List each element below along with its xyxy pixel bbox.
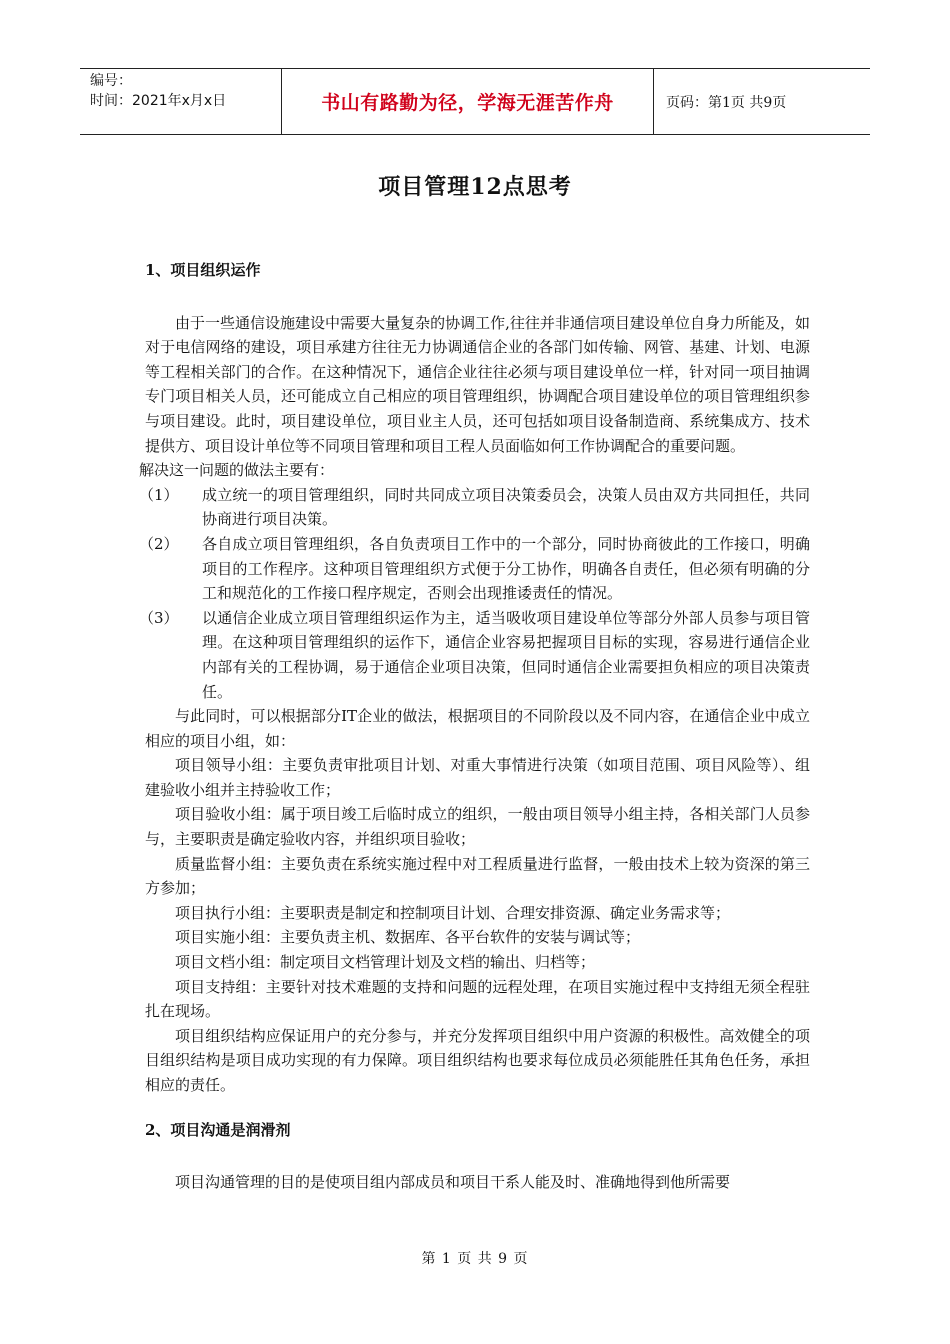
section-2-heading: 2、项目沟通是润滑剂 — [145, 1120, 291, 1139]
group-paragraph: 项目文档小组：制定项目文档管理计划及文档的输出、归档等； — [175, 953, 596, 972]
page-footer: 第 1 页 共 9 页 — [421, 1251, 529, 1267]
group-paragraph: 项目领导小组：主要负责审批项目计划、对重大事情进行决策（如项目范围、项目风险等）、组建验收小组并主持验收工作； — [145, 756, 810, 799]
list-item-number: （3） — [139, 608, 179, 627]
list-item — [139, 532, 810, 606]
list-item-text: 成立统一的项目管理组织，同时共同成立项目决策委员会，决策人员由双方共同担任，共同协商进行项目决策。 — [202, 485, 810, 529]
serial-number-label: 编号： — [90, 73, 132, 89]
it-groups-intro: 与此同时，可以根据部分IT企业的做法，根据项目的不同阶段以及不同内容，在通信企业中成立相应的项目小组，如： — [145, 707, 810, 750]
header-meta-cell — [80, 69, 282, 134]
page-info: 页码：第1页 共9页 — [666, 94, 787, 111]
header-page-cell — [654, 69, 870, 134]
group-paragraph: 项目实施小组：主要负责主机、数据库、各平台软件的安装与调试等； — [175, 928, 641, 947]
list-item — [139, 606, 810, 704]
list-item-text: 以通信企业成立项目管理组织运作为主，适当吸收项目建设单位等部分外部人员参与项目管理。在这种项目管理组织的运作下，通信企业容易把握项目目标的实现，容易进行通信企业内部有关的工程协调，易于通信企业项目决策，但同时通信企业需要担负相应的项目决策责任。 — [202, 608, 810, 701]
section-1-intro: 由于一些通信设施建设中需要大量复杂的协调工作,往往并非通信项目建设单位自身力所能及，如对于电信网络的建设，项目承建方往往无力协调通信企业的各部门如传输、网管、基建、计划、电源等工程相关部门的合作。在这种情况下，通信企业往往必须与项目建设单位一样，针对同一项目抽调专门项目相关人员，还可能成立自己相应的项目管理组织，协调配合项目建设单位的项目管理组织参与项目建设。此时，项目建设单位，项目业主人员，还可包括如项目设备制造商、系统集成方、技术提供方、项目设计单位等不同项目管理和项目工程人员面临如何工作协调配合的重要问题。 — [145, 313, 810, 455]
group-paragraph: 项目支持组：主要针对技术难题的支持和问题的远程处理，在项目实施过程中支持组无须全程驻扎在现场。 — [145, 977, 810, 1021]
motto-text: 书山有路勤为径，学海无涯苦作舟 — [321, 92, 614, 114]
section-2-intro: 项目沟通管理的目的是使项目组内部成员和项目干系人能及时、准确地得到他所需要 — [175, 1173, 731, 1192]
header-motto-cell — [282, 69, 654, 134]
document-body — [139, 258, 810, 1195]
document-title: 项目管理12点思考 — [378, 174, 572, 200]
date-label: 时间：2021年x月x日 — [90, 93, 227, 109]
group-paragraph: 项目验收小组：属于项目竣工后临时成立的组织，一般由项目领导小组主持，各相关部门人员参与，主要职责是确定验收内容，并组织项目验收； — [145, 805, 810, 849]
group-paragraph: 项目执行小组：主要职责是制定和控制项目计划、合理安排资源、确定业务需求等； — [175, 903, 731, 922]
section-1-heading: 1、项目组织运作 — [145, 261, 261, 279]
section-1-closing: 项目组织结构应保证用户的充分参与，并充分发挥项目组织中用户资源的积极性。高效健全的项目组织结构是项目成功实现的有力保障。项目组织结构也要求每位成员必须能胜任其角色任务，承担相应的责任。 — [145, 1026, 810, 1094]
list-item — [139, 483, 810, 532]
document-header — [80, 68, 870, 135]
list-item-number: （1） — [139, 485, 179, 504]
list-item-number: （2） — [139, 534, 179, 553]
solutions-lead: 解决这一问题的做法主要有： — [139, 461, 335, 480]
list-item-text: 各自成立项目管理组织，各自负责项目工作中的一个部分，同时协商彼此的工作接口，明确项目的工作程序。这种项目管理组织方式便于分工协作，明确各自责任，但必须有明确的分工和规范化的工作接口程序规定，否则会出现推诿责任的情况。 — [202, 534, 810, 603]
group-paragraph: 质量监督小组：主要负责在系统实施过程中对工程质量进行监督，一般由技术上较为资深的第三方参加； — [145, 854, 810, 898]
